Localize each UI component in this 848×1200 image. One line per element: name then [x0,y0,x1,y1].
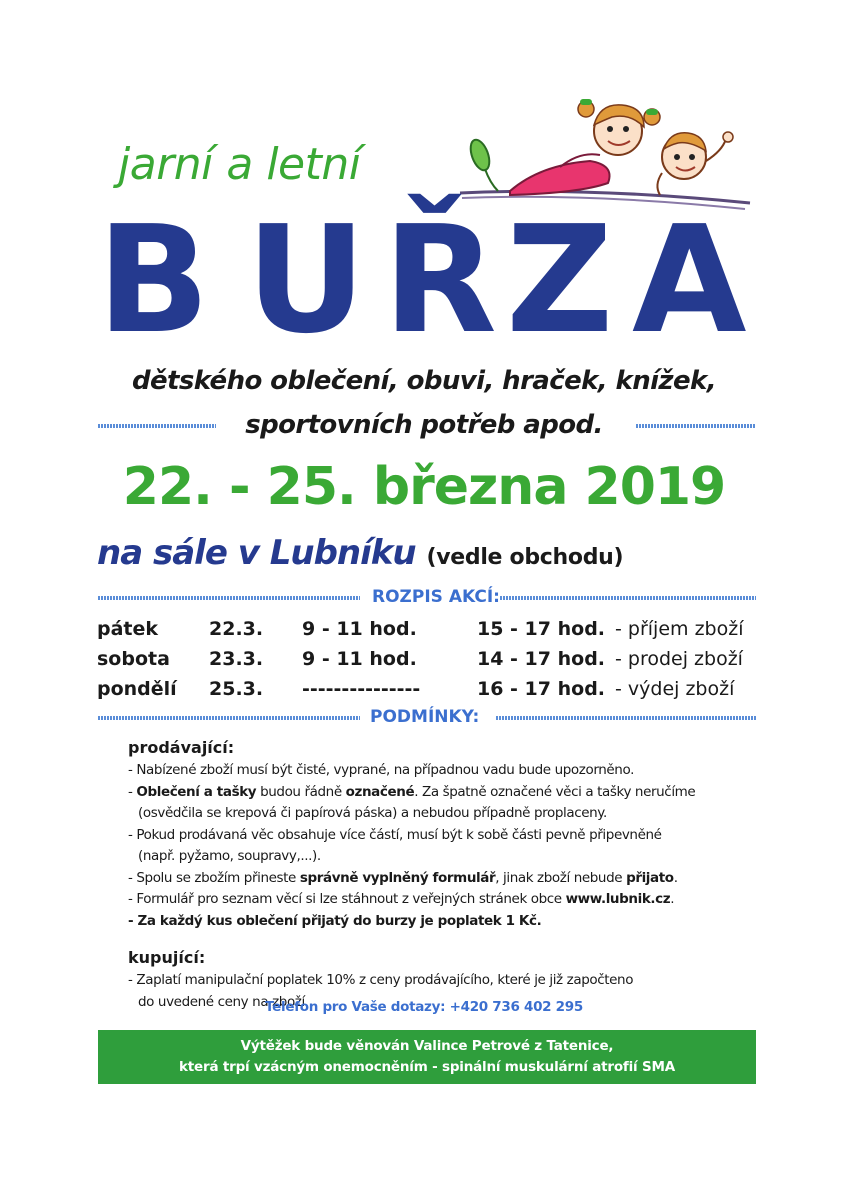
seller-line [128,889,768,911]
schedule-row [97,674,757,704]
schedule-afternoon: 14 - 17 hod. [477,648,606,670]
schedule-afternoon: 16 - 17 hod. [477,678,606,700]
title-letter: U [246,194,367,366]
buyer-line: do uvedené ceny na zboží [138,993,305,1010]
schedule-note: - příjem zboží [615,618,744,640]
text-bold: přijato [626,869,674,886]
charity-banner [98,1030,756,1084]
schedule-note: - výdej zboží [615,678,735,700]
spacer [128,932,768,946]
text-fragment: budou řádně [256,783,346,800]
schedule-heading: ROZPIS AKCÍ: [372,587,500,607]
seller-line [128,868,768,890]
charity-line-1: Výtěžek bude věnován Valince Petrové z Tatenice, [240,1038,614,1054]
season-heading: jarní a letní [118,139,361,190]
charity-line-2: která trpí vzácným onemocněním - spinální muskulární atrofií SMA [179,1059,675,1075]
dotted-divider [496,716,756,720]
venue-note: (vedle obchodu) [426,545,624,570]
venue-main: na sále v Lubníku [97,533,416,573]
schedule-morning: 9 - 11 hod. [302,648,417,670]
text-fragment: - [128,783,137,800]
buyer-heading: kupující: [128,948,206,967]
dotted-divider [636,424,756,428]
text-bold: Oblečení a tašky [136,783,257,800]
schedule-day: pátek [97,618,159,640]
seller-line: (např. pyžamo, soupravy,...). [138,848,321,864]
title-letter: Z [506,194,614,366]
seller-line [128,782,768,804]
title-letter: Ř [383,194,497,366]
text-fragment: . [670,891,675,907]
text-fragment: . [673,869,678,886]
phone-contact: Telefon pro Vaše dotazy: +420 736 402 295 [265,999,583,1015]
schedule-date: 23.3. [209,648,264,670]
text-fragment: , jinak zboží nebude [495,869,627,886]
text-fragment: - Formulář pro seznam věcí si lze stáhnout z veřejných stránek obce [128,891,566,907]
schedule-row [97,644,757,674]
seller-line: - Za každý kus oblečení přijatý do burzy je poplatek 1 Kč. [128,912,542,929]
subtitle-line-1: dětského oblečení, obuvi, hraček, knížek, [132,366,716,396]
schedule-morning: --------------- [302,678,421,700]
schedule-morning: 9 - 11 hod. [302,618,417,640]
schedule-afternoon: 15 - 17 hod. [477,618,606,640]
text-bold: správně vyplněný formulář [299,869,496,886]
schedule-note: - prodej zboží [615,648,743,670]
schedule-table [97,614,757,704]
seller-heading: prodávající: [128,738,235,757]
text-fragment: . Za špatně označené věci a tašky neručíme [414,783,696,800]
venue [97,530,797,581]
dotted-divider [98,716,360,720]
dotted-divider [98,596,360,600]
website-link: www.lubnik.cz [565,891,671,907]
seller-line: - Pokud prodávaná věc obsahuje více částí, musí být k sobě části pevně připevněné [128,826,662,843]
seller-line: (osvědčila se krepová či papírová páska) a nebudou případně proplaceny. [138,805,607,821]
burza-title [0,194,848,366]
event-dates: 22. - 25. března 2019 [122,457,726,517]
text-bold: označené [345,783,415,800]
schedule-date: 25.3. [209,678,264,700]
schedule-day: sobota [97,648,170,670]
schedule-date: 22.3. [209,618,264,640]
title-letter: A [632,194,747,366]
conditions-heading: PODMÍNKY: [370,707,480,727]
schedule-day: pondělí [97,678,177,700]
schedule-row [97,614,757,644]
dotted-divider [500,596,756,600]
seller-line: - Nabízené zboží musí být čisté, vyprané, na případnou vadu bude upozorněno. [128,762,634,778]
text-fragment: - Spolu se zbožím přineste [128,869,300,886]
conditions-text [128,736,768,1013]
title-letter: B [97,194,210,366]
buyer-line: - Zaplatí manipulační poplatek 10% z ceny prodávajícího, které je již započteno [128,972,634,988]
subtitle-line-2: sportovních potřeb apod. [245,410,603,440]
